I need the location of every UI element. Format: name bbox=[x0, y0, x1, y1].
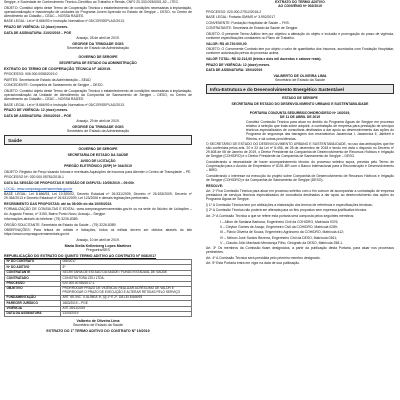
republicacao-title: REPUBLICAÇÃO DO EXTRATO DO QUINTO TERMO ADITIVO AO CONTRATO Nº 068/2017 bbox=[4, 254, 157, 259]
table-value: ART. 65, INC. II, ALÍNEA 'b', §§ 1º E 2º, DA LEI 8.666/93 bbox=[61, 295, 192, 300]
considerando: Considerando o interesse na execução do projeto sobre Companhia de Desenvolvimento de Recursos Hídricos e Irrigação de Sergipe (COHIDRO) e da Companhia de Saneamento de Sergipe (DESO). bbox=[206, 173, 394, 182]
member-item: IV – Nelson José Santos Bezerra, Engenheiro Civil da DESO, Matrícula 0361; bbox=[220, 235, 338, 240]
right-top-line: OBJETO: O presente Termo Aditivo tem por objetivo a alteração do objeto e inclusão e prorrogação do prazo de vigência, conforme especificações constantes no Plano de Trabalho. bbox=[206, 32, 394, 41]
signature-role: Secretário de Estado da Administração bbox=[66, 46, 130, 51]
table-key: CONTRATANTE bbox=[5, 270, 61, 275]
table-key: FUNDAMENTAÇÃO bbox=[5, 295, 61, 300]
portaria-paragraph: O SECRETÁRIO DE ESTADO DO DESENVOLVIMENTO URBANO E SUSTENTABILIDADE, no uso das atribuições que lhe são conferidas pelos arts. 20 e 22 da Lei nº 8.496, de 28 de dezembro de 2018 e tendo em vista o disposto no Decreto nº 29.608 de 08 de Janeiro de 2019, o Diretor Presidente da Companhia de Desenvolvimento de Recursos Hídricos e Irrigação de Sergipe (COHIDRO) e o Diretor Presidente da Companhia de Saneamento de Sergipe – DESO. bbox=[206, 142, 394, 159]
right-top-title: EXTRATO DO TERMO ADITIVO AO CONVÊNIO Nº 002/2019 bbox=[275, 0, 325, 9]
gov-header: GOVERNO DE SERGIPE bbox=[78, 55, 118, 60]
aviso-title: AVISO DE LICITAÇÃO bbox=[80, 158, 116, 163]
table-value: 020.000.00785/2017-1 bbox=[61, 281, 192, 286]
considerando: Considerando a necessidade de haver acompanhamento técnico do processo seletivo supra, prevista pelo Termo de Cooperação para o Acordo de Empréstimo nº 8151-BR com o Banco Internacional para a Reconstrução e Desenvolvimento – BIRD. bbox=[206, 160, 394, 173]
table-row bbox=[5, 312, 192, 317]
table-key: Nº DO ADITIVO bbox=[5, 265, 61, 270]
extrato-line: CONCEDENTE: Companhia de Saneamento de Sergipe – DESO. bbox=[4, 83, 104, 88]
right-top-line: CONTRATANTE: Secretaria de Estado da Saúde de Sergipe. bbox=[206, 26, 299, 31]
member-item: II – Cleyton Gomes de Araujo, Engenheiro Civil da COHIDRO, Matrícula 0289; bbox=[220, 224, 338, 229]
table-value: 1883/2019 – PGE bbox=[61, 301, 192, 306]
extrato-line: DATA DE ASSINATURA: 25/04/2019 – PGE bbox=[4, 113, 72, 118]
signature-role: Secretário de Estado da Saúde bbox=[73, 323, 123, 328]
aviso-line: DATA DA SESSÃO DE PROPOSTAS E SESSÃO DE DISPUTA: 10/05/2019 – 09:00h bbox=[4, 180, 135, 185]
portaria-intro: Constitui Comissão Técnica para atuar no âmbito do Programa Águas de Sergipe em processo relativo à seleção que trata sobre adquirir, a contratação de empresa para prestação de serviços técnicos especializados de consultoria destinados a dar apoio ao desenvolvimento das ações do Programa de segurança das barragens dos reservatórios Jacarecica I, Jacarecica II, Jabiberi e Ribeira, e dá outras providências. bbox=[246, 120, 394, 141]
aviso-line: OBSERVAÇÕES: Para leitura de editais e licitações, todos os editais devem ser obtidos através do site https://www.comprasgovernamentais.gov.br bbox=[4, 228, 192, 237]
right-top-line: OBJETO: O Convenente Contrato tem por objeto o valor de quantitativo dos Insumos, acordados com Fundação Hospitalar, conforme autorização prévia do processo acima. bbox=[206, 47, 394, 56]
left-column bbox=[4, 0, 192, 334]
right-top-line: CONVENENTE: Fundação Hospitalar de Saúde – FHS. bbox=[206, 20, 290, 25]
portaria-title: PORTARIA CONJUNTA SEDURBS/COHIDRO/DESO Nº 16/2019, DE 11 DE ABRIL DE 2019 bbox=[249, 110, 351, 119]
state-header: ESTADO DE SERGIPE bbox=[282, 96, 318, 101]
signature-role: Secretário de Estado da Saúde bbox=[275, 78, 325, 83]
contract-table bbox=[4, 259, 192, 317]
signature-name: GEORGE DA TRINDADE GOIS bbox=[72, 42, 124, 47]
table-key: VIGÊNCIA bbox=[5, 306, 61, 311]
right-top-line: BASE LEGAL: Portaria GM/MS nº 3.992/2017 bbox=[206, 15, 276, 20]
aviso-line: ÓRGÃO SOLICITANTE: Secretaria de Estado da Saúde – (79) 3226-8389. bbox=[4, 222, 117, 227]
right-top-line: DATA DE ASSINATURA: 15/04/2019 bbox=[206, 68, 263, 73]
signature-name: GEORGE DA TRINDADE GOIS bbox=[72, 125, 124, 130]
extrato-line: PROCESSO: 006.000.0058/2019-0 bbox=[4, 71, 58, 76]
table-value: 068/2017 bbox=[61, 260, 192, 265]
right-top-line: VALOR: R$ 40.730.000,00 bbox=[206, 41, 247, 46]
article: Art. 5º Esta Portaria entra em vigor na data de sua publicação. bbox=[206, 261, 300, 266]
signature-block bbox=[4, 125, 192, 133]
signature-role: Pregoeira/SES bbox=[86, 248, 110, 253]
aviso-line: OBJETO: Registro de Preço visando futuras e eventuais Aquisições de Insumos para Atender o Centro de Transplante – PE. bbox=[4, 169, 192, 174]
aviso-date: Aracaju, 10 de abril de 2019. bbox=[76, 237, 120, 242]
signature-name: Valberto de Oliveira Lima bbox=[76, 319, 120, 324]
section-header-saude: Saúde bbox=[4, 135, 192, 145]
footer-extrato-title: EXTRATO DO 1º TERMO ADITIVO DO CONTRATO Nº 19/2019 bbox=[46, 329, 150, 334]
left-top-line: DATA DE ASSINATURA: 21/02/2019 – PGE bbox=[4, 30, 72, 35]
extrato-title: EXTRATO DO TERMO DE COOPERAÇÃO TÉCNICA Nº 18/2019. bbox=[4, 66, 112, 71]
member-item: V – Claudio Júlio Machado Mendonça Filho, Geógrafo da DESO, Matrícula 258-1. bbox=[220, 240, 344, 245]
extrato-line: PRAZO DE VIGÊNCIA: 12 (doze) meses. bbox=[4, 108, 69, 113]
table-value: PRORROGAR PRAZO DE VIGÊNCIA; REALIZAR ACRÉSCIMO DE VALOR E PRORROGAR O PRAZO DE EXECUÇÃO E ALTERAR RETIDAS PELO SERVIÇO bbox=[61, 286, 192, 295]
right-column bbox=[206, 0, 394, 267]
signature-block bbox=[4, 244, 192, 252]
compras-link[interactable]: LOCAL: www.comprasgovernamentais.gov.br bbox=[4, 186, 73, 191]
aviso-line: Informações através do telefone: (79) 3226-8389. bbox=[4, 217, 79, 222]
table-key: Nº DO CONTRATO bbox=[5, 260, 61, 265]
extrato-line: PARTES: Secretaria de Estado da Administração – SEAD bbox=[4, 77, 91, 82]
extrato-line: OBJETO: Constitui objeto deste Termo de Cooperação Técnica o estabelecimento de condições necessárias à implantação, operacionalização da Unidade de Atendimento da Companhia de Saneamento de Sergipe – DESO, no Centro de Atendimento ao Cidadão – CEAC – NOSSA RAÍZES. bbox=[4, 88, 192, 101]
right-top-line: VALOR TOTAL: R$ 32.214,00 (trinta e dois mil duzentos e catorze reais). bbox=[206, 57, 322, 62]
secretaria-header: SECRETARIA DE ESTADO DA SAÚDE bbox=[67, 152, 129, 157]
table-key: DATA DA ASSINATURA bbox=[5, 312, 61, 317]
aviso-subtitle: PREGÃO ELETRÔNICO (SRP) Nº 044/2019 bbox=[64, 164, 132, 169]
extrato-date: Aracaju, 29 de abril de 2019. bbox=[76, 119, 120, 124]
table-value: SECRETARIA DE ESTADO DA SAÚDE / FUNDO ESTADUAL DE SAÚDE bbox=[61, 270, 192, 275]
table-key: CONTRATADO bbox=[5, 276, 61, 281]
left-top-date: Aracaju, 28 de abril de 2019. bbox=[76, 36, 120, 41]
signature-name: Maria Stella Kellenberg Lopes Martinez bbox=[64, 244, 132, 249]
resolve-heading: RESOLVE: bbox=[206, 183, 224, 188]
left-top-line: OBJETO: Constitui objeto deste Termo de Cooperação Técnica o estabelecimento de condições necessárias à implantação, operacionalização e manutenção de unidades do Programa Jovem Aprendiz no Estado de Sergipe – DESO, no Centro de Atendimento ao Cidadão – CEAC – NOSSA RAÍZES. bbox=[4, 5, 192, 18]
secretaria-header: SECRETARIA DE ESTADO DA ADMINISTRAÇÃO bbox=[59, 60, 137, 65]
left-top-line: PRAZO DE VIGÊNCIA: 12 (doze) meses. bbox=[4, 24, 69, 29]
signature-role: Secretário de Estado da Administração bbox=[66, 129, 130, 134]
gov-header: GOVERNO DE SERGIPE bbox=[78, 147, 118, 152]
article: Art. 1º Fica Comissão Técnica para atuar em processo seletivo com o fim comum de acompanhar a contratação de empresa prestadora de serviços técnicos especializados de consultoria destinados a dar apoio ao desenvolvimento das ações do Programa Águas de Sergipe. bbox=[206, 189, 394, 202]
secretaria-header: SECRETARIA DE ESTADO DO DESENVOLVIMENTO URBANO E SUSTENTABILIDADE bbox=[231, 101, 369, 106]
table-key: OBJETIVO bbox=[5, 286, 61, 295]
aviso-line: FORMALIZAÇÃO DE CONSULTAS E EDITAL: www.comprasgovernamentais.gov.br ou na sede do Núcleo de Licitações – Av. Augusto Franco, nº 3150, Bairro Ponto Novo, Aracaju – Sergipe. bbox=[4, 207, 192, 216]
left-top-line: Sergipe, e Sociedade de Conhecimento Técnico-Científico ao Trabalho e Renda, CNPJ 20.333.093/0001-52 – ITEC. bbox=[4, 0, 180, 4]
right-top-line: PRAZO DE VIGÊNCIA: 12 (doze) meses. bbox=[206, 62, 271, 67]
aviso-line: PROCESSO Nº: 020.000.05781/2018-1 bbox=[4, 175, 64, 180]
table-key: PROCESSO bbox=[5, 281, 61, 286]
article: Art. 2º A Comissão Técnica a que se refere esta portaria será composta pelos seguintes membros: bbox=[206, 214, 355, 219]
member-item: I – Ailton de Santana Barbosa, Engenheiro Civil da COHIDRO, Matrícula 0376; bbox=[220, 219, 339, 224]
table-value: 5º bbox=[61, 265, 192, 270]
table-key: PARECER JURÍDICO bbox=[5, 301, 61, 306]
aviso-line: RECEBIMENTO DAS PROPOSTAS: até às 08:00h do dia 10/05/2019. bbox=[4, 201, 113, 206]
article-paragraph: § 2º A Comissão Técnica não poderá ser alterada para os fins propostos sem expressa justificativa técnica. bbox=[206, 208, 367, 213]
signature-block bbox=[206, 74, 394, 82]
article: Art. 4º A Comissão Técnica será presidida pelo primeiro membro designado. bbox=[206, 255, 321, 260]
signature-block bbox=[4, 42, 192, 50]
aviso-line bbox=[4, 187, 192, 191]
article-paragraph: § 1º A Comissão Técnica tem por atribuições a elaboração dos termos de referência e especificações técnicas; bbox=[206, 202, 373, 207]
table-value: CONSTRUTORA CELI LTDA. bbox=[61, 276, 192, 281]
table-value: 13/03/2019 bbox=[61, 312, 192, 317]
member-item: III – Flávio Oliveira de Souza, Engenheiro Agrônomo da COHIDRO, Matrícula 412; bbox=[220, 230, 345, 235]
aviso-line: BASE LEGAL: Lei 8.666/93, Lei 10.520/02, Decreto Estadual nº 26.531/2009, Decreto nº 26.533/2009, Decreto nº 29.364/2013 e Decreto Estadual nº 26.531/2009, Lei 123/2006 e demais legislações pertinentes. bbox=[4, 192, 192, 201]
signature-name: VALBERTO DE OLIVEIRA LIMA bbox=[273, 74, 327, 79]
section-header-infra: Infra-Estrutura e do Desenvolvimento Energético Sustentável bbox=[206, 84, 394, 94]
table-value: ATÉ 28/11/2019 bbox=[61, 306, 192, 311]
left-top-line: BASE LEGAL: Lei nº 8.666/93 e Instrução Normativa nº 03/CGR/SEPLAG/2013. bbox=[4, 19, 125, 24]
right-top-line: PROCESSO: 020.000.27512/2018-2 bbox=[206, 9, 262, 14]
extrato-line: BASE LEGAL: Lei nº 8.666/93 e Instrução Normativa nº 03/CGR/SEPLAG/2013. bbox=[4, 102, 125, 107]
signature-block bbox=[4, 319, 192, 327]
article: Art. 3º Os membros da Comissão ficam designados, a partir da publicação desta Portaria, para atuar nos processos pertinentes. bbox=[206, 246, 394, 255]
